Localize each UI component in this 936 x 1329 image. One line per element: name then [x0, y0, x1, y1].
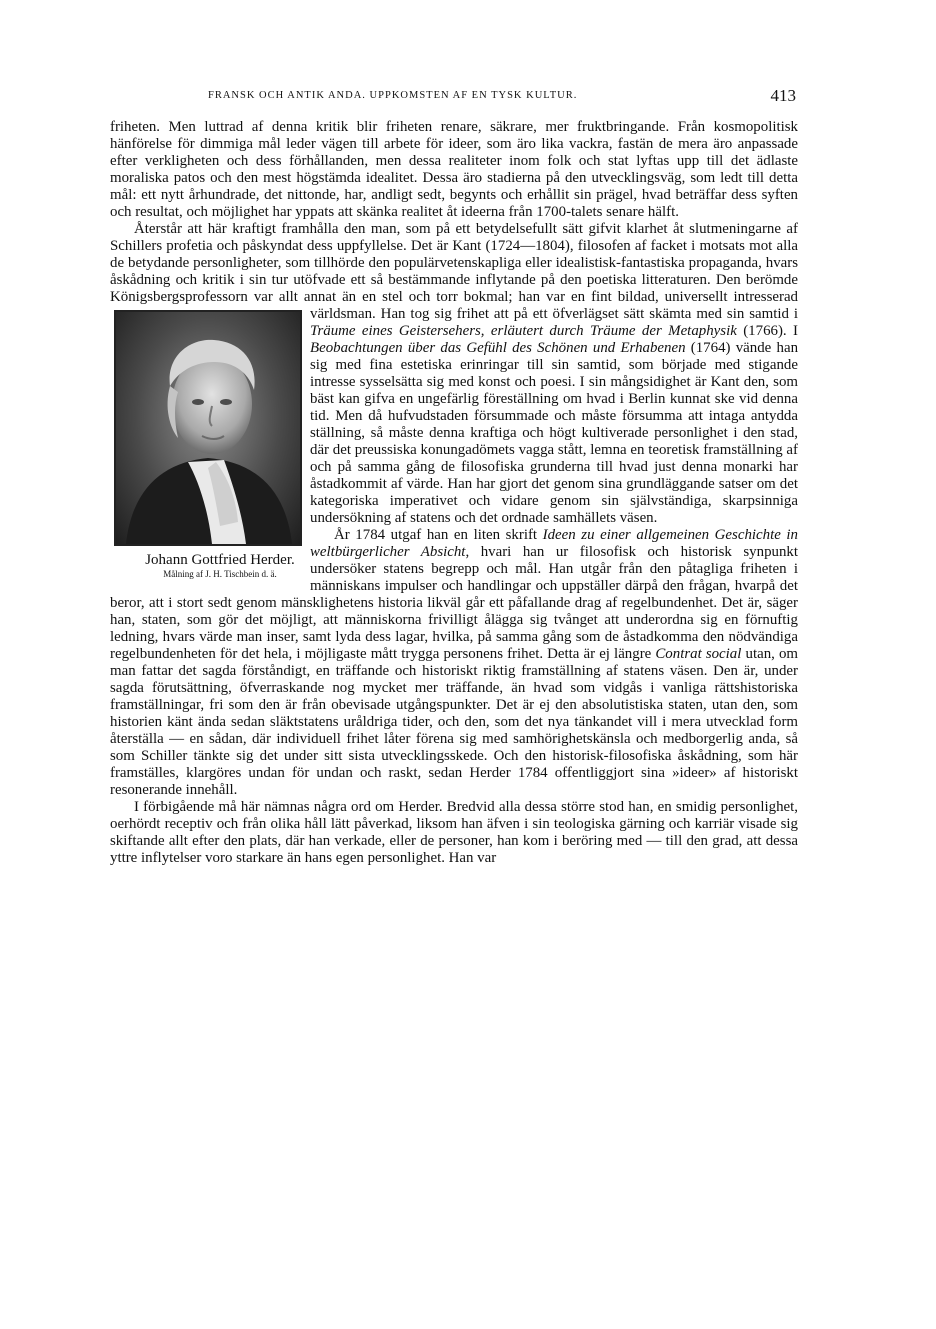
running-head: FRANSK OCH ANTIK ANDA. UPPKOMSTEN AF EN TYSK KULTUR. [208, 90, 578, 101]
title-traume: Träume eines Geistersehers, erläutert durch Träume der Metaphysik [310, 323, 737, 339]
page-header [110, 86, 798, 108]
title-ideen: Ideen zu einer allgemeinen Geschichte in weltbürgerlicher Absicht [310, 527, 798, 560]
paragraph-2-start: Återstår att här kraftigt framhålla den man, som på ett betydelsefullt sätt gifvit klarhet åt slutmeningarne af Schillers profetia och påskyndat dess uppfyllelse. Det är Kant (1724—1804), filosofen af facket i motsats mot alla de betydande personligheter, som tillhörde den populärvetenskapliga eller idealistisk-fantastiska propaganda, hvars åskådning och kritik i sin tur utöfvade ett så bestämmande inflytande på den poetiska litteraturen. Den berömde Königsbergsprofessorn var allt annat än en stel och torr bokmal; han var en fint bildad, universellt intresserad världsman. Han tog sig frihet att på ett öfverlägset sätt skämta med sin samtid i [110, 221, 798, 322]
paragraph-4: I förbigående må här nämnas några ord om Herder. Bredvid alla dessa större stod han, en smidig personlighet, oerhördt receptiv och från olika håll lätt påverkad, liksom han äfven i sin teologiska gärning och karriär visade sig skiftande allt efter den plats, där han verkade, eller de personer, han kom i beröring med — till den grad, att dessa yttre inflytelser voro starkare än hans egen personlighet. Han var [110, 799, 798, 866]
paragraph-3-end: utan, om man fattar det sagda förståndigt, en träffande och historiskt riktig framställning af statens väsen. Den är, under sagda förutsättning, öfverraskande nog mycket mer träffande, än hvad som vidgås i vanliga rättshistoriska framställningar, fri som den är från obevisade utgångspunkter. Det är ej den absolutistiska staten, utan den, som historien känt ända sedan släktstatens uråldriga tider, och den, som det nya tänkandet vill i mera utvecklad form återställa — en sådan, där individuell frihet låter förena sig med samhörighetskänsla och medborgerlig anda, så som Schiller tänkte sig det under sitt sista utvecklingsskede. Och den historisk-filosofiska åskådning, som här framställes, klargöres undan för undan och raskt, sedan Herder 1784 offentliggjort sina »ideer» af historiskt resonerande innehåll. [110, 646, 798, 798]
paragraph-2-mid: (1766). I [736, 323, 798, 339]
paragraph-1: friheten. Men luttrad af denna kritik blir friheten renare, säkrare, mer fruktbringande. Från kosmopolitisk hänförelse för dimmiga mål leder vägen till arbete för ideer, som äro lika vackra, fastän de mera äro anpassade efter verkligheten och dess förhållanden, men dessa realiteter inom folk och stat lyftas upp till det ädlaste moraliska patos och den mest högstämda idealitet. Dessa äro stadierna på den utvecklingsväg, som ledt till detta mål: ett nytt århundrade, det nittonde, har, andligt sedt, begynts och erhållit sin prägel, hvad beträffar dess syften och resultat, och möjlighet har yppats att skänka realitet åt ideerna från 1700-talets senare hälft. [110, 119, 798, 220]
paragraph-3-mid: , hvari han ur filosofisk och historisk synpunkt undersöker statens begrepp och mål. Han utgår från den påtagliga friheten i människans impulser och handlingar och uppställer därpå den frågan, hvarpå det beror, att i stort sedt genom mänsklighetens historia likväl går ett påfallande drag af regelbundenhet. Det är, säger han, staten, som gör det möjligt, att människorna frivilligt ålägga sig tvånget att underordna sig en förnuftig ledning, hvars värde man inser, samt lyda dess lagar, hvilka, på samma gång som de åstadkomma den nödvändiga regelbundenheten för det hela, i möjligaste mått trygga personens frihet. Detta är ej längre [110, 544, 798, 662]
title-beobachtungen: Beobachtungen über das Gefühl des Schönen und Erhabenen [310, 340, 686, 356]
title-contrat-social: Contrat social [655, 646, 742, 662]
herder-figure [110, 310, 306, 580]
portrait-image [116, 312, 300, 544]
paragraph-2-end: (1764) vände han sig med fina estetiska erinringar till sin samtid, som började med stigande intresse sysselsätta sig med konst och poesi. I sin mångsidighet är Kant den, som bäst kan gifva en ungefärlig föreställning om hvad i Berlin kunnat ske vid denna tid. Men då hufvudstaden försummade och måste försumma att intaga antydda ställning, så måste denna kraftiga och högt kultiverade personlighet i den stad, där det preussiska konungadömets vagga stått, lemna en teoretisk framställning af och på samma gång de filosofiska grunderna till hvad just denna monarki har åstadkommit af värde. Han har gjort det genom sina grundläggande satser om det kategoriska imperativet och vidare genom sin självständiga, skarpsinniga undersökning af statens och det ordnade samhällets väsen. [310, 340, 799, 526]
herder-portrait [114, 310, 302, 546]
figure-credit: Målning af J. H. Tischbein d. ä. [163, 569, 277, 579]
figure-caption: Johann Gottfried Herder. [145, 552, 295, 568]
body-text [110, 119, 798, 867]
page-number: 413 [770, 86, 796, 105]
paragraph-3-start: År 1784 utgaf han en liten skrift [334, 527, 543, 543]
